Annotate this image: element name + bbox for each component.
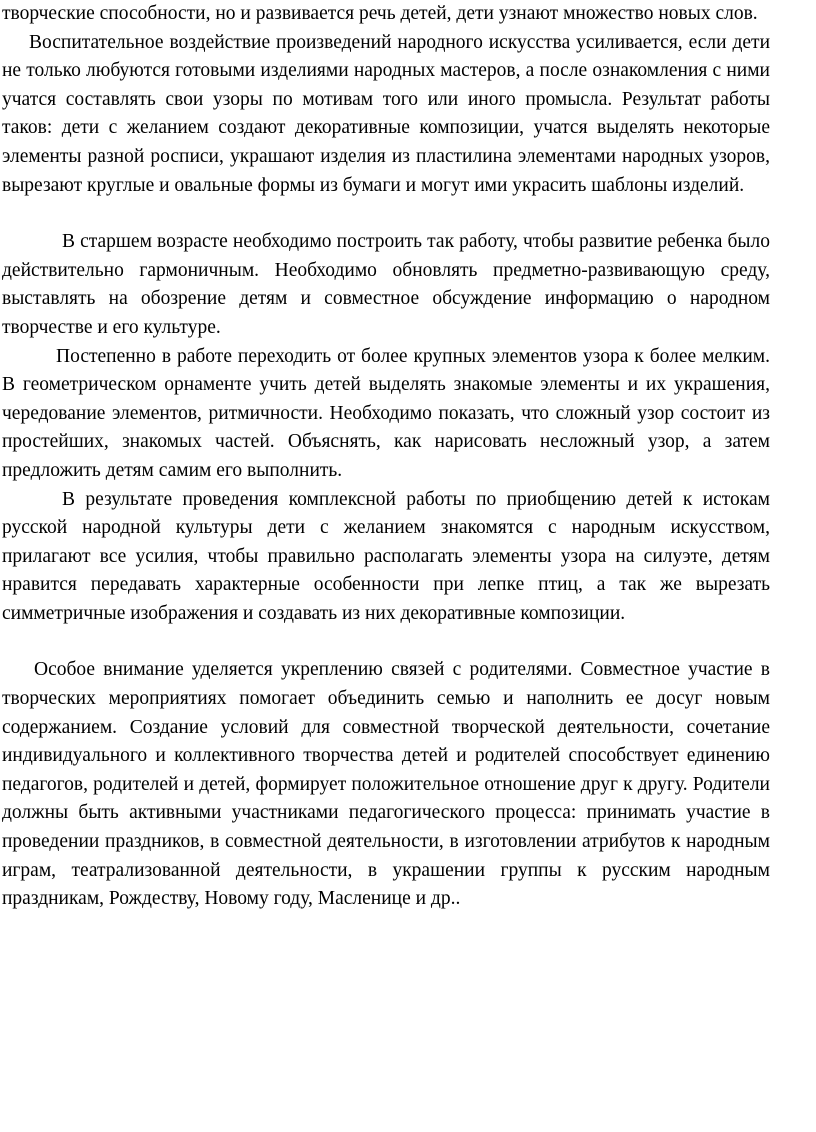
paragraph-4: Постепенно в работе переходить от более крупных элементов узора к более мелким. В геометрическом орнаменте учить детей выделять знакомые элементы и их украшения, чередование элементов, ритмичности. Необходимо показать, что сложный узор состоит из простейших, знакомых частей. Объяснять, как нарисовать несложный узор, а затем предложить детям самим его выполнить. xyxy=(2,345,770,481)
paragraph-6: Особое внимание уделяется укреплению связей с родителями. Совместное участие в творческих мероприятиях помогает объединить семью и наполнить ее досуг новым содержанием. Создание условий для совместной творческой деятельности, сочетание индивидуального и коллективного творчества детей и родителей способствует единению педагогов, родителей и детей, формирует положительное отношение друг к другу. Родители должны быть активными участниками педагогического процесса: принимать участие в проведении праздников, в совместной деятельности, в изготовлении атрибутов к народным играм, театрализованной деятельности, в украшении группы к русским народным праздникам, Рождеству, Новому году, Масленице и др.. xyxy=(2,659,770,910)
paragraph-1: творческие способности, но и развивается речь детей, дети узнают множество новых слов. xyxy=(2,3,758,24)
paragraph-3: В старшем возрасте необходимо построить так работу, чтобы развитие ребенка было действительно гармоничным. Необходимо обновлять предметно-развивающую среду, выставлять на обозрение детям и совместное обсуждение информацию о народном творчестве и его культуре. xyxy=(2,231,770,338)
paragraph-5: В результате проведения комплексной работы по приобщению детей к истокам русской народной культуры дети с желанием знакомятся с народным искусством, прилагают все усилия, чтобы правильно располагать элементы узора на силуэте, детям нравится передавать характерные особенности при лепке птиц, а так же вырезать симметричные изображения и создавать из них декоративные композиции. xyxy=(2,488,770,624)
paragraph-2: Воспитательное воздействие произведений народного искусства усиливается, если дети не только любуются готовыми изделиями народных мастеров, а после ознакомления с ними учатся составлять свои узоры по мотивам того или иного промысла. Результат работы таков: дети с желанием создают декоративные композиции, учатся выделять некоторые элементы разной росписи, украшают изделия из пластилина элементами народных узоров, вырезают круглые и овальные формы из бумаги и могут ими украсить шаблоны изделий. xyxy=(2,31,770,196)
